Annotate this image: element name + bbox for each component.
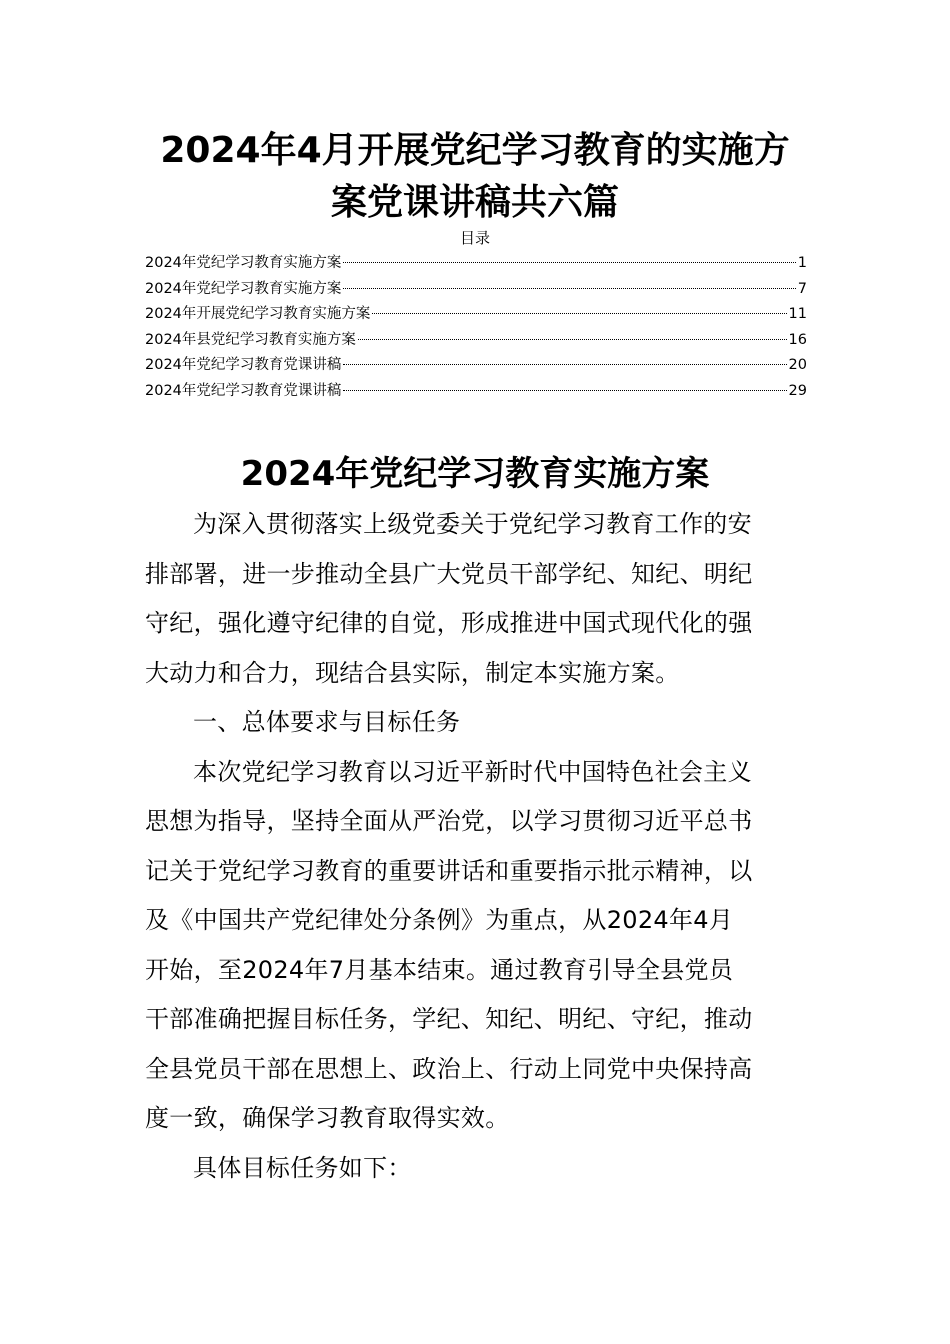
text-line: 排部署，进一步推动全县广大党员干部学纪、知纪、明纪 <box>145 559 753 588</box>
paragraph-intro <box>145 500 810 698</box>
toc-entry-label: 2024年县党纪学习教育实施方案 <box>145 331 356 348</box>
paragraph-specific-tasks <box>145 1144 810 1194</box>
toc-entry-label: 2024年开展党纪学习教育实施方案 <box>145 306 371 322</box>
document-title-line-1: 2024年4月开展党纪学习教育的实施方 <box>160 130 790 171</box>
toc-entry-label: 2024年党纪学习教育党课讲稿 <box>145 382 342 399</box>
text-line: 为深入贯彻落实上级党委关于党纪学习教育工作的安 <box>193 510 752 538</box>
toc-entry-label: 2024年党纪学习教育实施方案 <box>145 280 342 297</box>
text-line: 开始，至2024年7月基本结束。通过教育引导全县党员 <box>145 955 734 984</box>
toc-entry-page: 20 <box>788 357 807 373</box>
paragraph-guidance <box>145 748 810 1144</box>
toc-entry-page: 29 <box>788 382 807 399</box>
text-line: 干部准确把握目标任务，学纪、知纪、明纪、守纪，推动 <box>145 1005 753 1033</box>
text-line: 度一致，确保学习教育取得实效。 <box>145 1104 510 1132</box>
toc-dot-leader <box>343 390 786 391</box>
section-body <box>145 500 810 1193</box>
text-line: 具体目标任务如下： <box>193 1153 412 1182</box>
toc-entry-page: 16 <box>788 331 807 348</box>
toc-dot-leader <box>343 288 795 289</box>
toc-entry[interactable] <box>145 328 807 354</box>
section-title: 2024年党纪学习教育实施方案 <box>240 454 710 494</box>
text-line: 思想为指导，坚持全面从严治党，以学习贯彻习近平总书 <box>145 807 753 835</box>
toc-heading: 目录 <box>459 229 490 247</box>
toc-entry[interactable] <box>145 379 807 405</box>
document-title-line-2: 案党课讲稿共六篇 <box>330 182 619 223</box>
toc-entry[interactable] <box>145 277 807 303</box>
text-line: 记关于党纪学习教育的重要讲话和重要指示批示精神，以 <box>145 856 753 885</box>
text-line: 一、总体要求与目标任务 <box>193 708 461 736</box>
text-line: 全县党员干部在思想上、政治上、行动上同党中央保持高 <box>145 1054 753 1083</box>
toc-dot-leader <box>343 262 795 263</box>
subheading-general-requirements <box>145 698 810 748</box>
toc-entry-page: 11 <box>788 306 807 322</box>
toc-entry-label: 2024年党纪学习教育党课讲稿 <box>145 357 342 373</box>
text-line: 本次党纪学习教育以习近平新时代中国特色社会主义 <box>193 757 752 786</box>
toc-dot-leader <box>358 339 787 340</box>
text-line: 大动力和合力，现结合县实际，制定本实施方案。 <box>145 658 680 687</box>
toc-entry-page: 1 <box>797 255 807 271</box>
toc-dot-leader <box>343 364 786 365</box>
toc-entry[interactable] <box>145 251 807 277</box>
toc-dot-leader <box>372 313 786 314</box>
toc-entry-page: 7 <box>797 280 807 297</box>
table-of-contents <box>145 251 807 404</box>
text-line: 守纪，强化遵守纪律的自觉，形成推进中国式现代化的强 <box>145 609 753 637</box>
toc-entry[interactable] <box>145 302 807 328</box>
text-line: 及《中国共产党纪律处分条例》为重点，从2024年4月 <box>145 906 734 934</box>
toc-entry-label: 2024年党纪学习教育实施方案 <box>145 255 342 271</box>
toc-entry[interactable] <box>145 353 807 379</box>
